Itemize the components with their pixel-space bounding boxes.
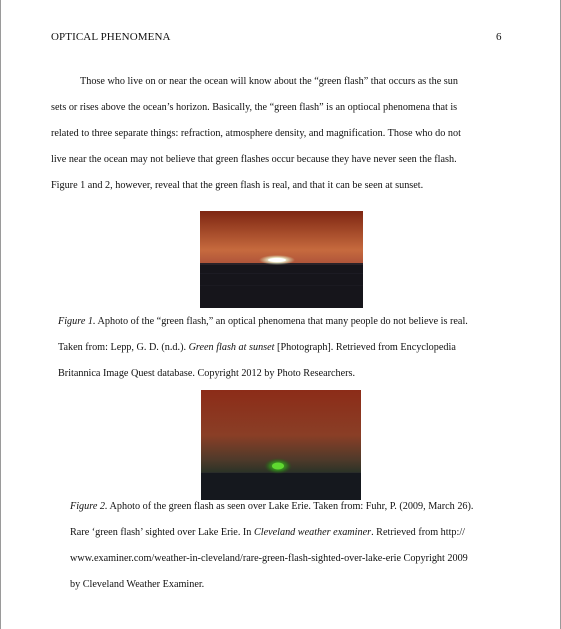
publication-title: Cleveland weather examiner bbox=[253, 527, 372, 538]
caption-line: Britannica Image Quest database. Copyright 2012 by Photo Researchers. bbox=[58, 368, 356, 379]
figure1-photo bbox=[200, 211, 363, 308]
figure2-caption bbox=[70, 494, 473, 598]
caption-line: Rare ‘green flash’ sighted over Lake Erie. In Cleveland weather examiner. Retrieved from http:// bbox=[70, 527, 466, 538]
body-paragraph bbox=[51, 69, 511, 199]
figure1-caption bbox=[58, 309, 468, 387]
figure-label: Figure 2. bbox=[70, 501, 108, 512]
paragraph-line: live near the ocean may not believe that green flashes occur because they have never seen the flash. bbox=[51, 154, 457, 165]
paragraph-line: Figure 1 and 2, however, reveal that the green flash is real, and that it can be seen at sunset. bbox=[51, 180, 424, 191]
caption-line: Figure 2. Aphoto of the green flash as seen over Lake Erie. Taken from: Fuhr, P. (2009, March 26). bbox=[70, 501, 474, 512]
caption-line: by Cleveland Weather Examiner. bbox=[70, 579, 205, 590]
running-head: OPTICAL PHENOMENA bbox=[51, 31, 171, 43]
caption-line: Figure 1. Aphoto of the “green flash,” an optical phenomena that many people do not believe is real. bbox=[58, 316, 468, 327]
page-number: 6 bbox=[496, 31, 502, 43]
lake-erie-green-flash-image bbox=[201, 390, 361, 500]
caption-line: www.examiner.com/weather-in-cleveland/rare-green-flash-sighted-over-lake-erie Copyright 2009 bbox=[70, 553, 468, 564]
figure-label: Figure 1. bbox=[58, 316, 96, 327]
paragraph-line: Those who live on or near the ocean will know about the “green flash” that occurs as the sun bbox=[80, 76, 458, 87]
paragraph-line: related to three separate things: refraction, atmosphere density, and magnification. Those who do not bbox=[51, 128, 461, 139]
figure2-photo bbox=[201, 390, 361, 500]
caption-line: Taken from: Lepp, G. D. (n.d.). Green flash at sunset [Photograph]. Retrieved from Encyclopedia bbox=[58, 342, 456, 353]
paragraph-line: sets or rises above the ocean’s horizon. Basically, the “green flash” is an optiocal phenomena that is bbox=[51, 102, 458, 113]
photo-title: Green flash at sunset bbox=[188, 342, 275, 353]
green-flash-sunset-image bbox=[200, 211, 363, 308]
